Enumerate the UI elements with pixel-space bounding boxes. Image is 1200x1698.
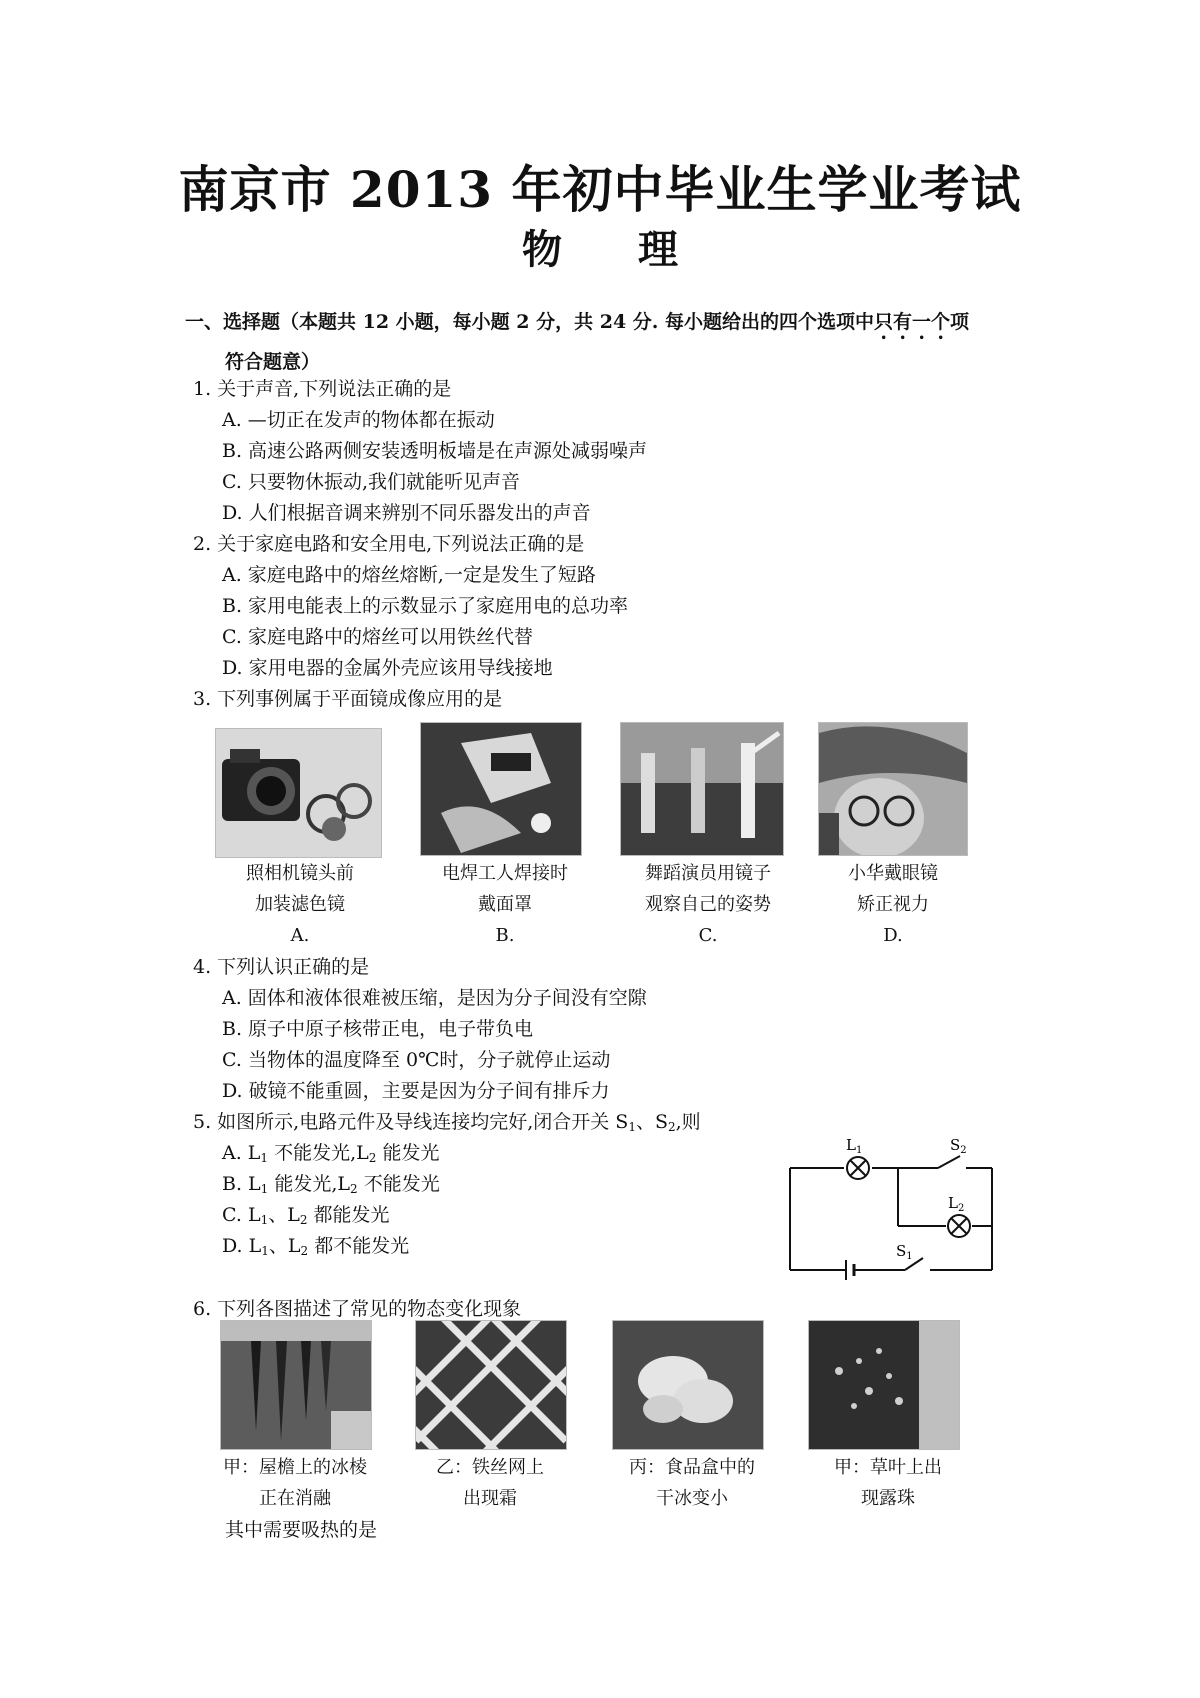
q5-c-mid: 、L: [268, 1204, 300, 1226]
q4-stem: 4. 下列认识正确的是: [193, 956, 370, 978]
q3-option-letter-b: B.: [495, 925, 515, 946]
q3-option-letter-c: C.: [698, 925, 718, 946]
exam-title: 南京市 2013 年初中毕业生学业考试: [178, 160, 1022, 219]
section-heading-emphasis: 只有一个: [874, 311, 951, 333]
subject-char-1: 物: [522, 226, 562, 273]
q6-caption-4-line2: 现露珠: [861, 1488, 915, 1509]
label-s1: $S_1$: [896, 1242, 913, 1262]
q6-caption-3-line2: 干冰变小: [656, 1488, 728, 1509]
q5-b-post: 不能发光: [357, 1173, 440, 1195]
lamp-l2-icon: [948, 1215, 970, 1237]
q6-caption-3-line1: 丙：食品盒中的: [629, 1457, 755, 1478]
q5-sub-2: 2: [667, 1120, 676, 1134]
label-l2: $L_2$: [948, 1194, 965, 1214]
q3-image-c: [620, 722, 784, 856]
q5-stem-mid: 、S: [635, 1111, 668, 1133]
q5-option-c: [222, 1200, 390, 1235]
q6-caption-2-line1: 乙：铁丝网上: [436, 1457, 544, 1478]
welder-mask-icon: [421, 723, 581, 855]
q5-c-sub2: 2: [299, 1213, 308, 1227]
q6-caption-2: [415, 1452, 565, 1514]
q5-b-sub2: 2: [350, 1182, 358, 1196]
dancers-mirror-icon: [621, 723, 783, 855]
q6-stem: 6. 下列各图描述了常见的物态变化现象: [193, 1298, 522, 1320]
q3-caption-a-line1: 照相机镜头前: [246, 863, 354, 884]
q3-caption-c: [618, 858, 798, 951]
q2-option-b: B. 家用电能表上的示数显示了家庭用电的总功率: [222, 595, 629, 617]
q5-d-sub2: 2: [300, 1244, 309, 1258]
section-heading-text: 一、选择题（本题共 12 小题，每小题 2 分，共 24 分. 每小题给出的四个选项中: [185, 311, 875, 333]
q6-caption-2-line2: 出现霜: [463, 1488, 517, 1509]
q6-image-icicles: [220, 1320, 372, 1450]
q5-c-pre: C. L: [222, 1204, 261, 1226]
q3-image-a: [215, 728, 382, 858]
q4-option-d: D. 破镜不能重圆，主要是因为分子间有排斥力: [222, 1080, 610, 1102]
section-heading-line1: [185, 304, 1055, 344]
q5-option-d: [222, 1231, 409, 1266]
q5-d-post: 都不能发光: [308, 1235, 410, 1257]
q1-option-b: B. 高速公路两侧安装透明板墙是在声源处减弱噪声: [222, 440, 648, 462]
q6-caption-4-line1: 甲：草叶上出: [834, 1457, 942, 1478]
q5-a-sub1: 1: [260, 1151, 269, 1165]
q2-option-a: A. 家庭电路中的熔丝熔断,一定是发生了短路: [222, 564, 596, 586]
q2-option-c: C. 家庭电路中的熔丝可以用铁丝代替: [222, 626, 533, 648]
q3-caption-a: [220, 858, 380, 951]
q4-option-c: C. 当物体的温度降至 0℃时，分子就停止运动: [222, 1049, 611, 1071]
q3-option-letter-d: D.: [883, 925, 903, 946]
q5-b-mid: 能发光,L: [268, 1173, 351, 1195]
q3-caption-d-line2: 矫正视力: [857, 894, 929, 915]
q6-image-dry-ice: [612, 1320, 764, 1450]
q1-option-a: A. —切正在发声的物体都在振动: [222, 409, 495, 431]
dew-drops-icon: [809, 1321, 959, 1449]
q5-stem-tail: ,则: [675, 1111, 701, 1133]
q6-caption-1-line2: 正在消融: [259, 1488, 331, 1509]
circuit-diagram: [780, 1130, 1020, 1280]
q5-option-b: [222, 1169, 440, 1204]
q5-stem: [193, 1107, 701, 1142]
lamp-l1-icon: [847, 1157, 869, 1179]
q4-option-b: B. 原子中原子核带正电，电子带负电: [222, 1018, 534, 1040]
q2-option-d: D. 家用电器的金属外壳应该用导线接地: [222, 657, 553, 679]
section-heading: [185, 304, 1055, 380]
q5-b-sub1: 1: [260, 1182, 269, 1196]
q3-caption-c-line2: 观察自己的姿势: [645, 894, 771, 915]
q3-caption-d: [808, 858, 978, 951]
q3-caption-b-line1: 电焊工人焊接时: [442, 863, 568, 884]
glasses-girl-icon: [819, 723, 967, 855]
q6-caption-1: [205, 1452, 385, 1514]
q6-caption-3: [612, 1452, 772, 1514]
q3-option-letter-a: A.: [290, 925, 310, 946]
q1-stem: 1. 关于声音,下列说法正确的是: [193, 378, 452, 400]
q5-a-mid: 不能发光,L: [268, 1142, 369, 1164]
q5-stem-text: 5. 如图所示,电路元件及导线连接均完好,闭合开关 S: [193, 1111, 629, 1133]
q5-option-a: [222, 1138, 439, 1173]
q3-image-b: [420, 722, 582, 856]
label-s2: $S_2$: [950, 1136, 967, 1156]
q3-caption-b-line2: 戴面罩: [478, 894, 532, 915]
icicles-icon: [221, 1321, 371, 1449]
q5-c-post: 都能发光: [307, 1204, 390, 1226]
section-heading-tail: 项: [950, 311, 970, 333]
q5-d-pre: D. L: [222, 1235, 262, 1257]
q5-a-sub2: 2: [368, 1151, 377, 1165]
q6-tail: 其中需要吸热的是: [225, 1519, 378, 1541]
camera-icon: [216, 729, 381, 857]
q1-option-c: C. 只要物休振动,我们就能听见声音: [222, 471, 520, 493]
frost-wire-icon: [416, 1321, 566, 1449]
subject-char-2: 理: [638, 226, 678, 273]
q5-b-pre: B. L: [222, 1173, 261, 1195]
q3-stem: 3. 下列事例属于平面镜成像应用的是: [193, 688, 503, 710]
q4-option-a: A. 固体和液体很难被压缩，是因为分子间没有空隙: [222, 987, 647, 1009]
q6-caption-1-line1: 甲：屋檐上的冰棱: [223, 1457, 367, 1478]
q6-image-frost: [415, 1320, 567, 1450]
q3-caption-d-line1: 小华戴眼镜: [848, 863, 938, 884]
exam-subject: [0, 218, 1200, 275]
q6-image-dew: [808, 1320, 960, 1450]
battery-icon: [846, 1260, 854, 1280]
q5-a-post: 能发光: [376, 1142, 440, 1164]
section-heading-line2: 符合题意）: [225, 351, 321, 373]
q5-d-mid: 、L: [268, 1235, 301, 1257]
q5-c-sub1: 1: [260, 1213, 269, 1227]
label-l1: $L_1$: [846, 1136, 863, 1156]
dry-ice-icon: [613, 1321, 763, 1449]
q3-caption-b: [420, 858, 590, 951]
q3-caption-a-line2: 加装滤色镜: [255, 894, 345, 915]
q3-image-d: [818, 722, 968, 856]
q1-option-d: D. 人们根据音调来辨别不同乐器发出的声音: [222, 502, 591, 524]
q2-stem: 2. 关于家庭电路和安全用电,下列说法正确的是: [193, 533, 585, 555]
q5-a-pre: A. L: [222, 1142, 261, 1164]
q5-d-sub1: 1: [261, 1244, 269, 1258]
q6-caption-4: [808, 1452, 968, 1514]
q5-sub-1: 1: [628, 1120, 636, 1134]
q3-caption-c-line1: 舞蹈演员用镜子: [645, 863, 771, 884]
